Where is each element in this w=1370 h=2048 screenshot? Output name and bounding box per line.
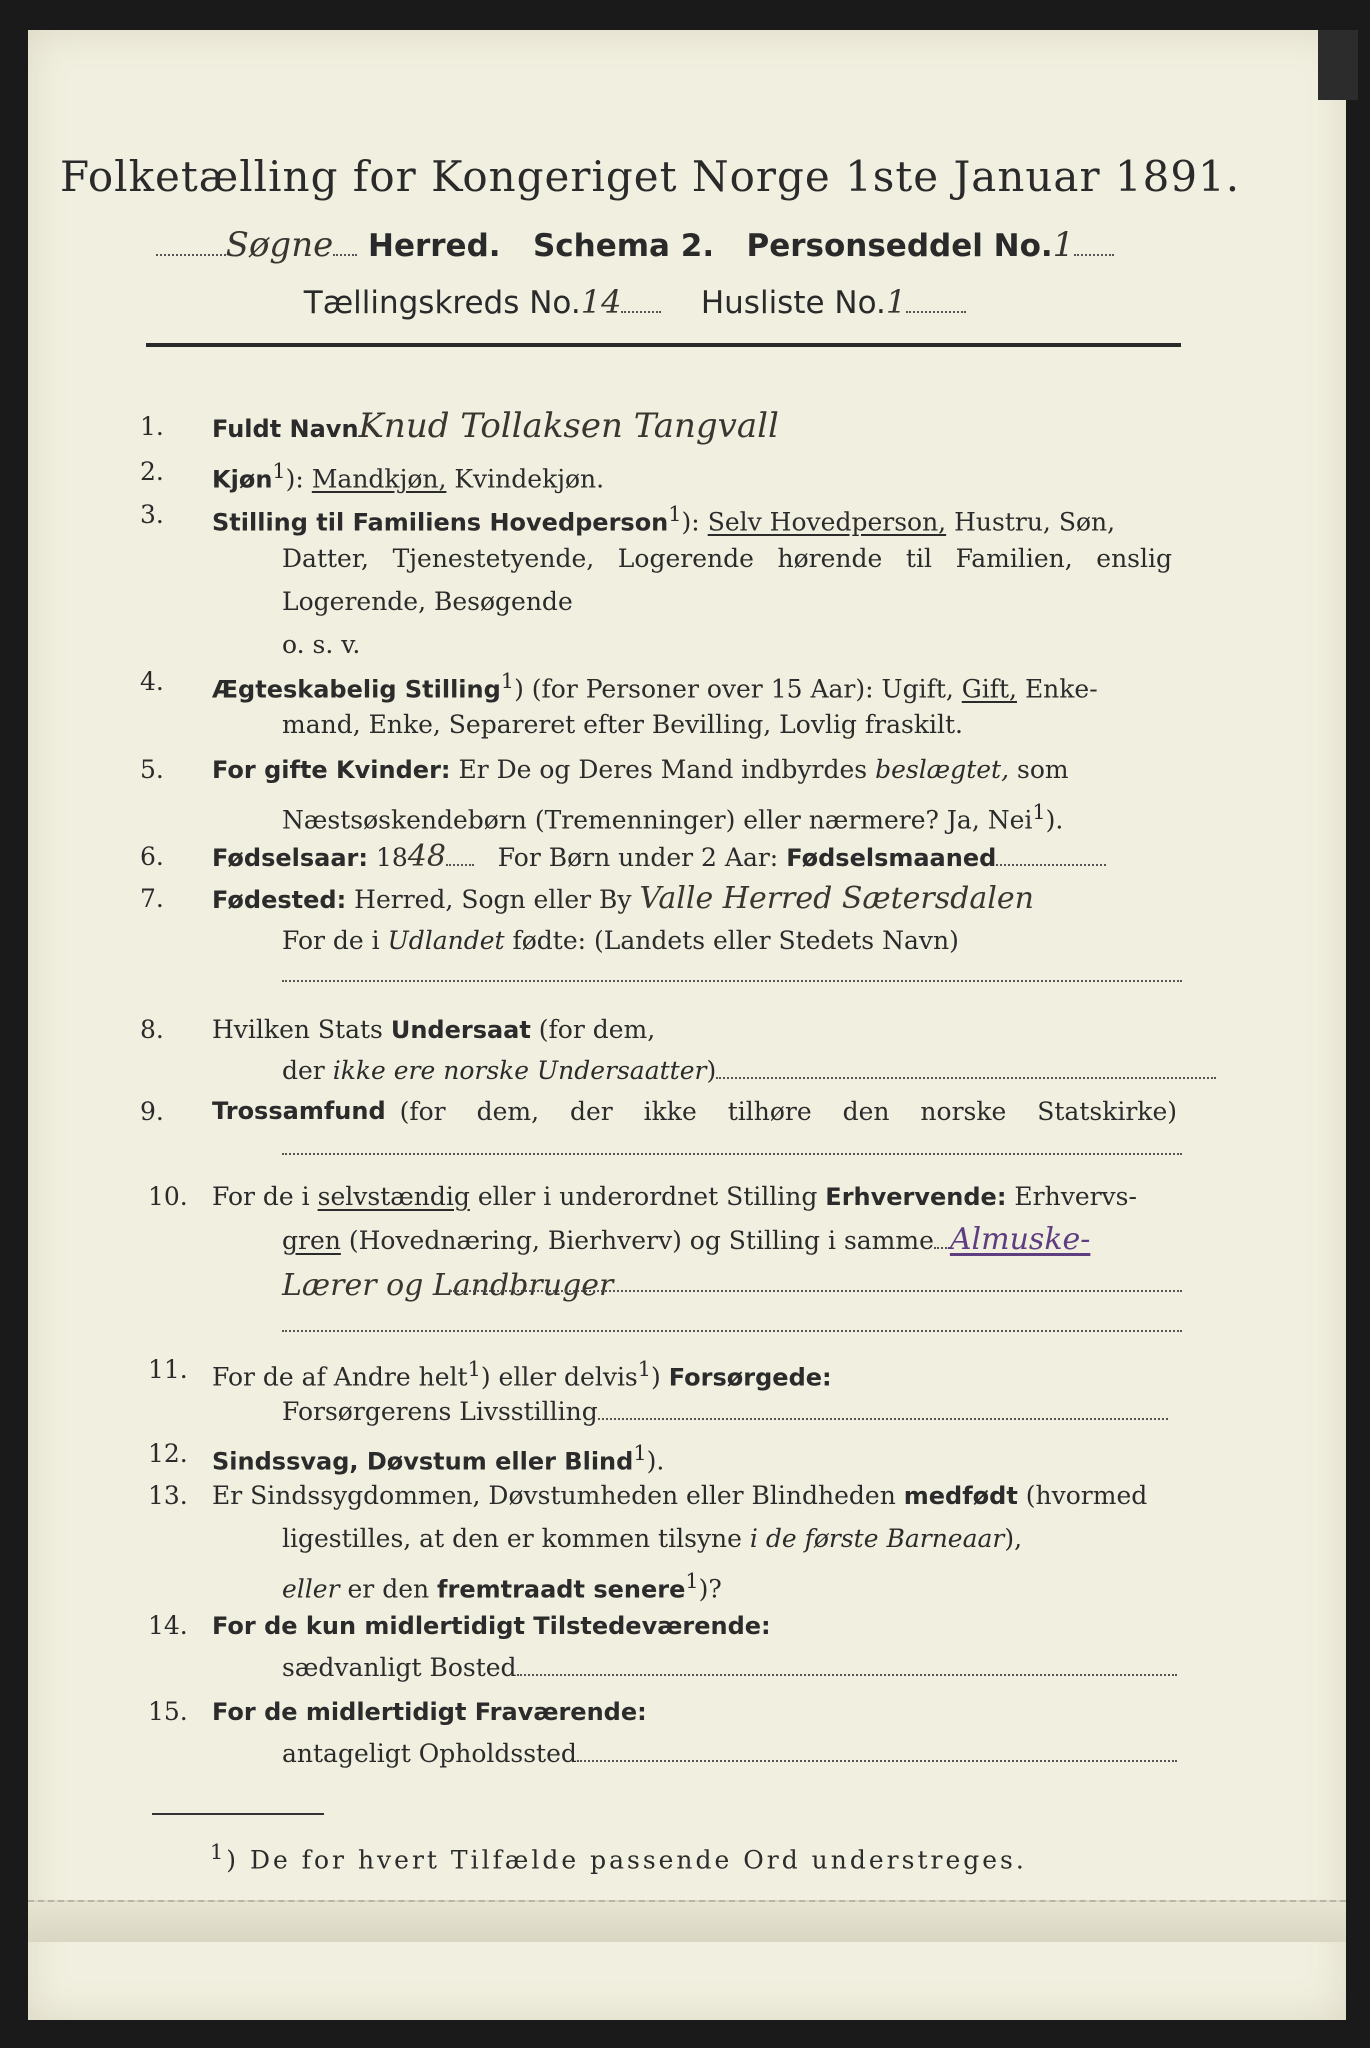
- question-2-label: Kjøn: [212, 465, 273, 494]
- footnote-rule: [152, 1813, 324, 1815]
- header-rule: [146, 343, 1181, 347]
- question-5-text: Er De og Deres Mand indbyrdes: [458, 755, 868, 784]
- question-3-label: Stilling til Familiens Hovedperson: [212, 508, 669, 537]
- question-4-footnote-mark: 1: [500, 669, 515, 693]
- birth-year-prefix: 18: [375, 843, 408, 872]
- occupation-answer-line1: Almuske-: [949, 1222, 1091, 1257]
- question-8-number: 8.: [140, 1015, 164, 1044]
- question-8-text: Hvilken Stats: [212, 1015, 383, 1044]
- personseddel-value: 1: [1052, 225, 1075, 265]
- question-13-line2-a: ligestilles, at den er kommen tilsyne: [282, 1524, 742, 1553]
- question-11-footnote-mark-2: 1: [637, 1357, 652, 1381]
- form-header-line2: [60, 283, 1210, 321]
- question-10-label: Erhvervende:: [825, 1183, 1007, 1211]
- birth-month-label: Fødselsmaaned: [786, 844, 997, 872]
- question-13-line3-end: )?: [698, 1574, 722, 1604]
- question-10-text-c: eller i underordnet Stilling: [477, 1182, 818, 1211]
- occupation-blank-1: [450, 1290, 1182, 1292]
- question-13-line3-italic: eller: [282, 1574, 340, 1604]
- question-3-line2-text: Datter, Tjenestetyende, Logerende hørende til Familien, enslig: [282, 544, 1172, 573]
- question-8-line2-a: der: [282, 1056, 325, 1085]
- question-13-line2-italic: i de første Barneaar: [749, 1524, 1005, 1553]
- question-12-footnote-mark: 1: [633, 1441, 647, 1465]
- question-15-line2-text: antageligt Opholdssted: [282, 1739, 577, 1768]
- question-13-number: 13.: [148, 1481, 188, 1510]
- marital-status-selected: Gift,: [961, 674, 1017, 704]
- question-7-line2-a: For de i: [282, 926, 380, 955]
- question-13-line3-b: er den: [347, 1574, 430, 1604]
- form-header-line1: [60, 225, 1210, 265]
- question-10-text-d: Erhvervs-: [1014, 1182, 1137, 1211]
- question-5-footnote-mark: 1: [1032, 800, 1046, 824]
- question-4-number: 4.: [140, 667, 164, 696]
- question-4-tail: ) (for Personer over 15 Aar): Ugift,: [514, 674, 954, 704]
- gender-male-selected: Mandkjøn,: [311, 464, 447, 494]
- torn-corner: [1318, 30, 1358, 100]
- herred-label: Herred.: [368, 228, 501, 264]
- full-name-answer: Knud Tollaksen Tangvall: [358, 406, 779, 446]
- gender-female-option: Kvindekjøn.: [454, 464, 605, 494]
- question-2-footnote-mark: 1: [272, 459, 286, 483]
- question-10-text-a: For de i: [212, 1182, 310, 1211]
- question-6-label: Fødselsaar:: [212, 844, 368, 872]
- question-11-text-a: For de af Andre helt: [212, 1362, 468, 1392]
- question-8-line2-italic: ikke ere norske Undersaatter: [332, 1056, 707, 1085]
- question-8-line2-c: ): [706, 1056, 717, 1085]
- personseddel-label: Personseddel No.: [746, 228, 1053, 264]
- question-5-number: 5.: [140, 755, 164, 784]
- occupation-answer-line2: Lærer og Landbruger: [282, 1268, 614, 1303]
- paper-bottom-edge: [28, 1900, 1346, 1942]
- question-13-text-c: (hvormed: [1025, 1481, 1148, 1510]
- birthplace-answer: Valle Herred Sætersdalen: [639, 881, 1034, 916]
- question-13-line2-c: ),: [1004, 1524, 1023, 1553]
- question-4-line2-text: mand, Enke, Separeret efter Bevilling, Lovlig fraskilt.: [282, 710, 963, 739]
- question-7-label: Fødested:: [212, 886, 347, 914]
- question-3-options: Hustru, Søn,: [954, 507, 1116, 537]
- question-5-text-end: som: [1016, 755, 1069, 784]
- question-1-label: Fuldt Navn: [212, 415, 359, 443]
- question-5-line2-end: ).: [1045, 805, 1064, 835]
- question-3-tail: ):: [681, 507, 700, 537]
- question-8-text-end: (for dem,: [538, 1015, 656, 1044]
- husliste-label: Husliste No.: [700, 285, 886, 321]
- question-7-text: Herred, Sogn eller By: [354, 885, 632, 914]
- question-15-number: 15.: [148, 1697, 188, 1726]
- question-5-label: For gifte Kvinder:: [212, 756, 451, 784]
- question-9-text: (for dem, der ikke tilhøre den norske Statskirke): [399, 1097, 1177, 1126]
- question-12-label: Sindssvag, Døvstum eller Blind: [212, 1447, 634, 1476]
- question-6-number: 6.: [140, 842, 164, 871]
- question-10-line2-a: gren: [282, 1226, 341, 1255]
- foreign-birthplace-blank: [282, 980, 1182, 982]
- question-2-number: 2.: [140, 457, 164, 486]
- question-11-line2-text: Forsørgerens Livsstilling: [282, 1397, 598, 1426]
- question-5-line2-text: Næstsøskendebørn (Tremenninger) eller nærmere? Ja, Nei: [282, 805, 1033, 835]
- family-position-selected: Selv Hovedperson,: [707, 507, 947, 537]
- occupation-blank-2: [282, 1330, 1182, 1332]
- question-9-number: 9.: [140, 1097, 164, 1126]
- question-12-number: 12.: [148, 1439, 188, 1468]
- question-5-italic: beslægtet,: [875, 755, 1010, 784]
- question-14-label: For de kun midlertidigt Tilstedeværende:: [212, 1612, 771, 1640]
- question-2-tail: ):: [285, 464, 304, 494]
- question-10-selected: selvstændig: [317, 1182, 470, 1211]
- taellingskreds-label: Tællingskreds No.: [303, 285, 581, 321]
- footnote: [210, 1840, 1027, 1874]
- question-4-options: Enke-: [1024, 674, 1098, 704]
- footnote-mark: 1: [210, 1840, 227, 1864]
- question-10-line2-b: (Hovednæring, Bierhverv) og Stilling i samme: [348, 1226, 934, 1255]
- question-1-number: 1.: [140, 412, 164, 441]
- question-7-number: 7.: [140, 884, 164, 913]
- question-13-label: medfødt: [903, 1482, 1018, 1510]
- question-11-number: 11.: [148, 1355, 188, 1384]
- form-title: Folketælling for Kongeriget Norge 1ste Januar 1891.: [60, 152, 1241, 201]
- question-14-line2-text: sædvanligt Bosted: [282, 1653, 517, 1682]
- herred-value: Søgne: [225, 225, 334, 265]
- question-10-number: 10.: [148, 1182, 188, 1211]
- question-4-label: Ægteskabelig Stilling: [212, 675, 501, 704]
- birth-year-answer: 48: [407, 839, 446, 874]
- footnote-text: ) De for hvert Tilfælde passende Ord understreges.: [226, 1845, 1027, 1875]
- question-11-label: Forsørgede:: [668, 1363, 832, 1392]
- question-13-line3-bold: fremtraadt senere: [437, 1575, 686, 1604]
- question-7-line2-italic: Udlandet: [387, 926, 505, 955]
- question-6-text: For Børn under 2 Aar:: [497, 843, 779, 872]
- question-9-label: Trossamfund: [212, 1097, 386, 1125]
- question-13-text-a: Er Sindssygdommen, Døvstumheden eller Blindheden: [212, 1481, 896, 1510]
- question-11-footnote-mark-1: 1: [467, 1357, 481, 1381]
- religion-blank: [282, 1153, 1182, 1155]
- question-7-line2-c: fødte: (Landets eller Stedets Navn): [512, 926, 959, 955]
- taellingskreds-value: 14: [580, 283, 622, 321]
- question-11-text-c: ): [651, 1362, 661, 1392]
- question-11-text-b: ) eller delvis: [480, 1362, 638, 1392]
- question-15-label: For de midlertidigt Fraværende:: [212, 1698, 647, 1726]
- question-3-number: 3.: [140, 500, 164, 529]
- husliste-value: 1: [885, 283, 907, 321]
- question-14-number: 14.: [148, 1611, 188, 1640]
- question-3-footnote-mark: 1: [668, 502, 682, 526]
- question-13-footnote-mark: 1: [685, 1569, 699, 1593]
- question-3-line4-text: o. s. v.: [282, 630, 361, 659]
- question-3-line3-text: Logerende, Besøgende: [282, 587, 573, 616]
- schema-label: Schema 2.: [532, 228, 715, 264]
- question-8-label: Undersaat: [390, 1016, 531, 1044]
- question-12-tail: ).: [646, 1446, 665, 1476]
